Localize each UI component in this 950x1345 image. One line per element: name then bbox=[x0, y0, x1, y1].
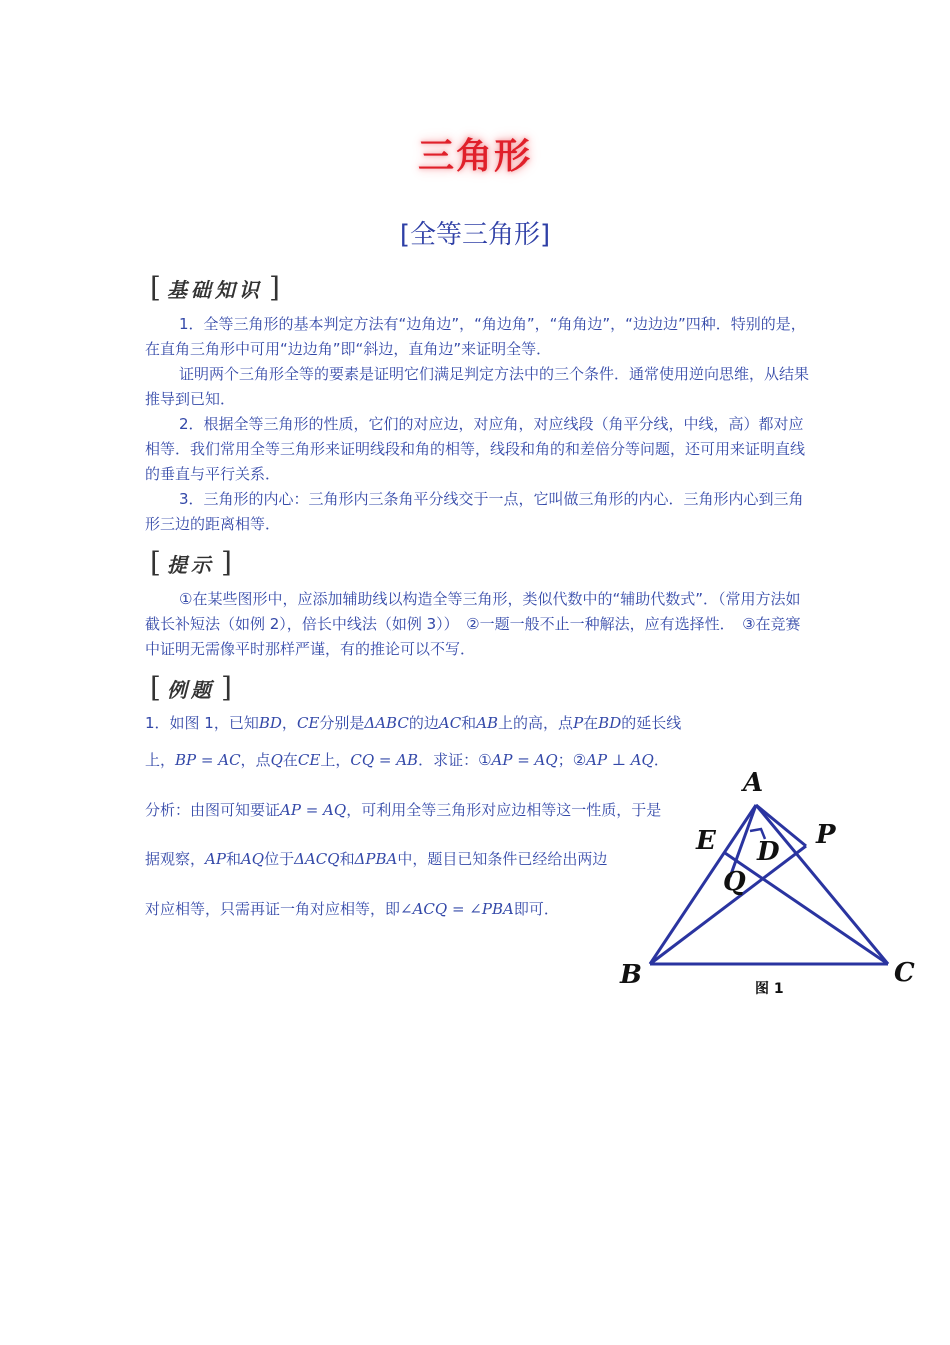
hints-paragraph: ①在某些图形中，应添加辅助线以构造全等三角形，类似代数中的“辅助代数式”．（常用方法如截长补短法（如例 2），倍长中线法（如例 3）） ②一题一般不止一种解法，应有选择性． ③在竞赛中证明无需像平时那样严谨，有的推论可以不写． bbox=[145, 590, 801, 658]
analysis-line-1: 分析：由图可知要证AP = AQ，可利用全等三角形对应边相等这一性质，于是 bbox=[145, 801, 662, 819]
examples-label: 例题 bbox=[166, 677, 215, 702]
example-1-line-1: 1．如图 1，已知BD，CE分别是ΔABC的边AC和AB上的高，点P在BD的延长线 bbox=[145, 714, 682, 732]
right-bracket: ] bbox=[220, 546, 232, 579]
page-title: 三角形 bbox=[417, 136, 532, 177]
figure-lines bbox=[650, 805, 888, 964]
segment-CE bbox=[725, 853, 888, 964]
hints-label: 提示 bbox=[166, 552, 215, 577]
figure-labels bbox=[619, 768, 915, 990]
section-title: [全等三角形] bbox=[399, 220, 551, 250]
basics-label: 基础知识 bbox=[166, 277, 263, 302]
basics-heading bbox=[150, 273, 280, 303]
label-A: A bbox=[743, 768, 764, 798]
example-1-line-2: 上，BP = AC，点Q在CE上，CQ = AB．求证：①AP = AQ；②AP ⊥ AQ． bbox=[145, 751, 669, 769]
left-bracket: [ bbox=[150, 271, 161, 304]
label-P: P bbox=[816, 820, 836, 850]
label-B: B bbox=[620, 960, 642, 990]
label-Q: Q bbox=[723, 867, 746, 897]
triangle-figure bbox=[612, 765, 932, 1005]
right-bracket: ] bbox=[220, 671, 232, 704]
basics-paragraph-3: 2．根据全等三角形的性质，它们的对应边，对应角，对应线段（角平分线，中线，高）都对应相等．我们常用全等三角形来证明线段和角的相等，线段和角的和差倍分等问题，还可用来证明直线的垂直与平行关系． bbox=[145, 415, 806, 483]
analysis-line-3: 对应相等，只需再证一角对应相等，即∠ACQ = ∠PBA即可． bbox=[145, 900, 559, 918]
analysis-line-2: 据观察，AP和AQ位于ΔACQ和ΔPBA中，题目已知条件已经给出两边 bbox=[145, 850, 608, 868]
label-C: C bbox=[894, 958, 915, 988]
label-E: E bbox=[696, 826, 716, 856]
left-bracket: [ bbox=[150, 546, 161, 579]
examples-heading bbox=[150, 673, 232, 703]
label-D: D bbox=[757, 837, 780, 867]
basics-paragraph-4: 3．三角形的内心：三角形内三条角平分线交于一点，它叫做三角形的内心．三角形内心到三角形三边的距离相等． bbox=[145, 490, 804, 533]
basics-paragraph-1: 1．全等三角形的基本判定方法有“边角边”，“角边角”，“角角边”，“边边边”四种．特别的是，在直角三角形中可用“边边角”即“斜边，直角边”来证明全等． bbox=[145, 315, 806, 358]
hints-heading bbox=[150, 548, 232, 578]
segment-BP bbox=[650, 846, 806, 964]
right-bracket: ] bbox=[268, 271, 280, 304]
basics-paragraph-2: 证明两个三角形全等的要素是证明它们满足判定方法中的三个条件．通常使用逆向思维，从结果推导到已知． bbox=[145, 365, 810, 408]
left-bracket: [ bbox=[150, 671, 161, 704]
figure-caption: 图 1 bbox=[755, 981, 784, 997]
